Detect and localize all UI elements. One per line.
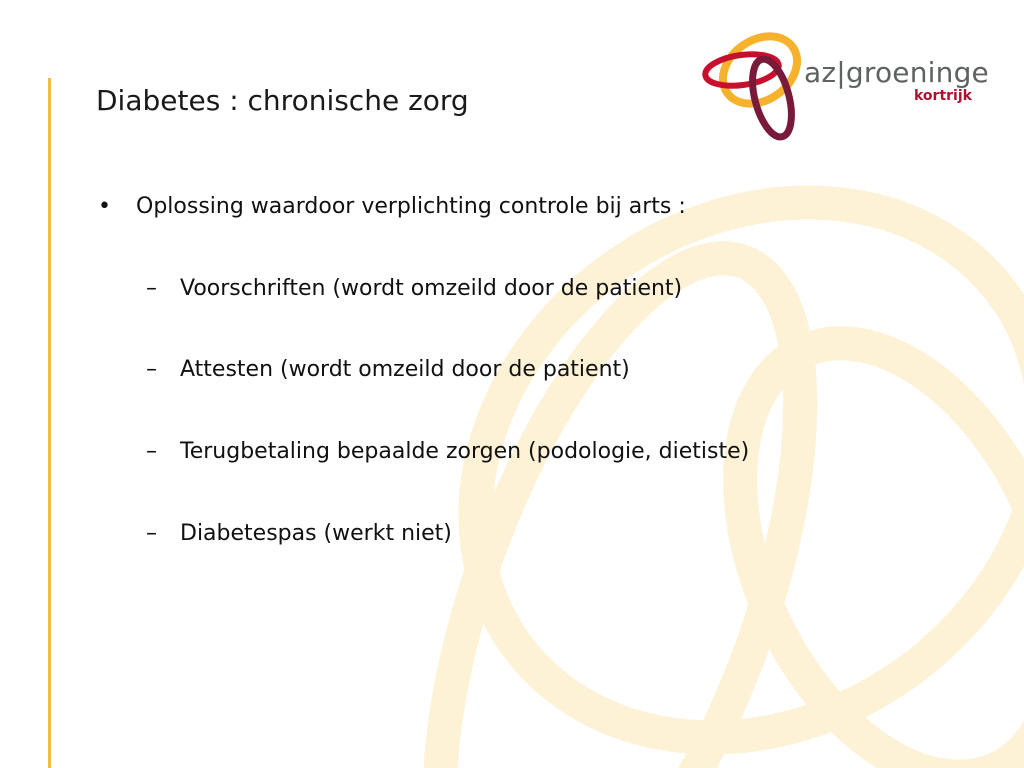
sub-bullet-item: [146, 355, 630, 385]
logo-ellipses-icon: [700, 18, 810, 143]
sub-bullet-text: Terugbetaling bepaalde zorgen (podologie, dietiste): [180, 439, 750, 464]
slide-title: Diabetes : chronische zorg: [96, 84, 469, 117]
sub-bullet-marker: –: [146, 357, 157, 382]
sub-bullet-text: Attesten (wordt omzeild door de patient): [180, 357, 630, 382]
sub-bullet-text: Voorschriften (wordt omzeild door de patient): [180, 276, 683, 301]
sub-bullet-marker: –: [146, 439, 157, 464]
accent-line: [48, 78, 51, 768]
az-groeninge-logo: [700, 18, 990, 143]
bullet-marker: •: [98, 194, 111, 219]
sub-bullet-item: [146, 519, 452, 549]
sub-bullet-item: [146, 274, 682, 304]
sub-bullet-marker: –: [146, 276, 157, 301]
sub-bullet-marker: –: [146, 521, 157, 546]
bullet-item: [98, 192, 686, 222]
logo-city: kortrijk: [914, 88, 972, 104]
logo-name: az|groeninge: [804, 56, 989, 89]
bullet-text: Oplossing waardoor verplichting controle bij arts :: [136, 194, 686, 219]
sub-bullet-text: Diabetespas (werkt niet): [180, 521, 452, 546]
sub-bullet-item: [146, 437, 749, 467]
